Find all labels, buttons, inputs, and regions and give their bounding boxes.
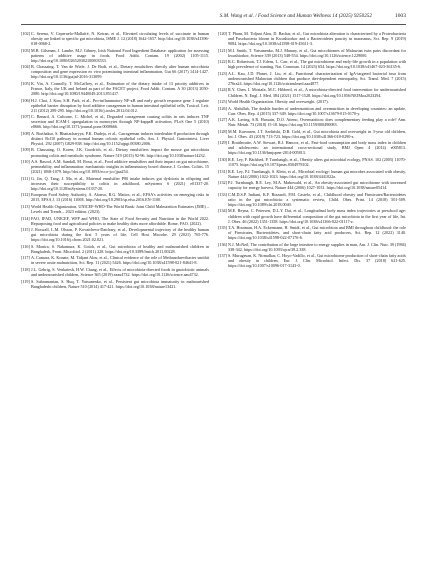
reference-text: I. Braithwaite, A.W. Stewart, R.J. Hancox, et al., Fast-food consumption and body mass index in children and adolescents: an international cross-sectional study, BMJ Open 4 (2014) e005813. https://doi.org/10.1136/bmjopen-2014-005813. (228, 140, 406, 156)
reference-number: [106] (21, 97, 30, 103)
reference-column-right (218, 31, 406, 290)
reference-text: C. Serena, V. Ceperuelo-Mallafré, N. Keiran, et al., Elevated circulating levels of succinate in human obesity are linked to specific gut microbiota, ISME J. 12 (2018) 1642-1657. http://doi.org/10.1038/s41396-018-0068-2. (31, 31, 209, 47)
reference-number: [131] (218, 168, 227, 174)
reference-text: M.B. Gilsenan, J. Lambe, M.J. Gibney, Irish National Food Ingredient Database: application for assessing patterns of additive usage in foods, Food Addit. Contam. 19 (2002) 1105-1115. http://doi.org/10.1080/026520302100003533. (31, 47, 209, 63)
reference-text: S. Murugesan, K. Nirmalkar, C. Hoyo-Vadillo, et al., Gut microbiome production of short-chain fatty acids and obesity in children, Eur. J. Clin. Microbiol. Infect. Dis. 37 (2018) 621-625. https://doi.org/10.1007/s10096-017-3143-0. (228, 253, 406, 269)
reference-item (218, 117, 406, 127)
reference-item (21, 192, 209, 202)
reference-item (21, 98, 209, 113)
reference-item (21, 64, 209, 79)
page-header (21, 12, 406, 25)
reference-item (218, 192, 406, 207)
reference-number: [133] (218, 191, 227, 197)
reference-number: [136] (218, 241, 227, 247)
reference-text: A. Camara, K. Konate, M. Tidjani Alou, et al., Clinical evidence of the role of Methanobrevibacter smithii in severe acute malnutrition, Sci. Rep. 11 (2021) 5426. https://doi.org/10.1038/s41598-021-84641-8. (31, 255, 209, 266)
reference-item (21, 227, 209, 242)
reference-item (218, 157, 406, 167)
reference-item (218, 140, 406, 155)
reference-number: [111] (21, 175, 30, 181)
reference-text: J.L. Gehrig, S. Venkatesh, H.W. Chang, et al., Effects of microbiota-directed foods in gnotobiotic animals and undernourished children, Science 365 (2019) eaau4732. https://doi.org/10.1126/science.aau4732. (31, 266, 209, 278)
reference-item (21, 279, 209, 289)
reference-item (218, 59, 406, 69)
reference-text: R.E. Ley, P.J. Turnbaugh, S. Klein, et al., Microbial ecology: human gut microbes associated with obesity, Nature 444 (2006) 1022-1023. https://doi.org/10.1038/4441022a. (228, 168, 406, 179)
reference-column-left (21, 31, 209, 290)
reference-item (21, 114, 209, 129)
reference-number: [105] (21, 80, 30, 86)
page-number: 1603 (394, 13, 406, 19)
reference-number: [116] (21, 243, 30, 249)
reference-text: A.L. Kau, J.D. Planer, J. Liu, et al., Functional characterization of IgA-targeted bacterial taxa from undernourished Malawian children that produce diet-dependent enteropathy, Sci. Transl. Med. 7 (2015) 276ra24. https://doi.org/10.1126/scitranslmed.aaa4877. (228, 70, 406, 86)
reference-item (218, 99, 406, 104)
reference-columns (21, 31, 406, 290)
reference-text: P.J. Turnbaugh, R.E. Ley, M.A. Mahowald, et al., An obesity-associated gut microbiome with increased capacity for energy harvest, Nature 444 (2006) 1027-1031. https://doi.org/10.1038/nature05414. (228, 180, 406, 191)
reference-text: J. Roswall, L.M. Olsson, P. Kovatcheva-Datchary, et al., Developmental trajectory of the healthy human gut microbiota during the first 5 years of life, Cell Host Microbe. 29 (2021) 765-776. https://doi.org/10.1016/j.chom.2021.02.021. (31, 227, 209, 243)
reference-number: [109] (21, 147, 30, 153)
reference-number: [126] (218, 105, 227, 111)
reference-item (218, 208, 406, 223)
reference-item (21, 216, 209, 226)
reference-text: G. Jin, Q. Tang, J. Ma, et al., Maternal emulsifier P80 intake induces gut dysbiosis in offspring and increases their susceptibility to colitis in adulthood, mSystems 6 (2021) e01337-20. http://doi.org/10.1128/mSystems.01337-20. (31, 175, 209, 191)
reference-number: [103] (21, 47, 30, 53)
reference-item (218, 71, 406, 86)
reference-number: [102] (21, 31, 30, 36)
reference-number: [121] (218, 47, 227, 53)
reference-number: [113] (21, 203, 30, 209)
reference-text: R.C. Robertson, T.J. Edens, L. Carr, et al., The gut microbiome and early-life growth in a population with high prevalence of stunting, Nat. Commun. 14 (2023) 654. https://doi.org/10.1038/s41467-023-36135-6. (228, 59, 406, 70)
reference-text: H.J. Chai, J. Kim, S.H. Park, et al., Pro-inflammatory NF-κB and early growth response gene 1 regulate epithelial barrier disruption by food additive carrageenan in human intestinal epithelial cells, Toxicol. Lett. 211 (2012) 289-295. http://doi.org/10.1016/j.toxlet.2012.04.012. (31, 97, 209, 113)
reference-item (218, 106, 406, 116)
reference-number: [128] (218, 128, 227, 134)
reference-number: [119] (21, 278, 30, 284)
reference-text: FAO, IFAD, UNICEF, WFP and WHO, The State of Food Security and Nutrition in the World 2022. Repurposing food and agricultural policies to make healthy diets more affordable. Rome, FAO. (2022). (31, 215, 209, 226)
reference-item (218, 253, 406, 268)
reference-number: [112] (21, 192, 30, 198)
reference-item (21, 48, 209, 63)
reference-number: [107] (21, 114, 30, 120)
reference-text: N.J. McNeil, The contribution of the large intestine to energy supplies in man, Am. J. Clin. Nutr. 39 (1984) 338-342. https://doi.org/10.1093/ajcn/39.2.338. (228, 241, 406, 252)
reference-text: World Health Organization, UNICEF-WHO-The World Bank: Joint Child Malnutrition Estimates (JME) – Levels and Trends – 2023 edition. (2023). (31, 203, 209, 214)
reference-text: S. Subramanian, S. Huq, T. Yatsunenko, et al., Persistent gut microbiota immaturity in malnourished Bangladeshi children, Nature 510 (2014) 417-421. https://doi.org/10.1038/nature13421. (31, 278, 209, 289)
reference-item (21, 131, 209, 146)
reference-text: C. Benard, A. Cultrone, C. Michel, et al., Degraded carrageenan causing colitis in rats induces TNF secretion and ICAM-1 upregulation in monocytes through NF-kappaB activation, PLoS One 5 (2010) e8666. http://doi.org/10.1371/journal.pone.0008666. (31, 114, 209, 130)
running-title: S.M. Wang et al. / Food Science and Human Wellness 14 (2025) 9250252 (219, 13, 372, 19)
reference-item (218, 87, 406, 97)
reference-number: [108] (21, 130, 30, 136)
reference-item (218, 180, 406, 190)
reference-number: [130] (218, 157, 227, 163)
reference-number: [115] (21, 227, 30, 233)
reference-text: T.A. Houtman, H.A. Eckermann, H. Smidt, et al., Gut microbiota and BMI throughout childhood: the role of Firmicutes, Bacteroidetes, and short-chain fatty acid producers, Sci. Rep. 12 (2022) 3140. https://doi.org/10.1038/s41598-022-07176-6. (228, 225, 406, 241)
reference-text: R.E. Ley, F. Bäckhed, P. Turnbaugh, et al., Obesity alters gut microbial ecology, PNAS. 102 (2005) 11070-11075. https://doi.org/10.1073/pnas.0504978102. (228, 157, 406, 168)
reference-item (218, 225, 406, 240)
reference-number: [123] (218, 70, 227, 76)
reference-item (21, 255, 209, 265)
reference-number: [135] (218, 225, 227, 231)
reference-text: R.Y. Chen, I. Mostafa, M.C. Hibberd, et al., A microbiota-directed food intervention for undernourished Children, N. Engl. J. Med. 384 (2021) 1517-1528. https://doi.org/10.1056/NEJMoa2023294. (228, 87, 406, 98)
reference-item (21, 147, 209, 157)
reference-text: M.E. Reyna, C. Petersen, D.L.Y. Dai, et al., Longitudinal body mass index trajectories at preschool age: children with rapid growth have differential composition of the gut microbiota in the first year of life, Int. J. Obes. 46 (2022) 1351-1358. https://doi.org/10.1038/s41366-022-01117-z. (228, 208, 406, 224)
reference-item (218, 242, 406, 252)
reference-number: [127] (218, 117, 227, 123)
reference-text: A.K. Laving, S.R. Hussain, D.O. Atieno, Overnutrition: does complementary feeding play a role? Ann. Nutr. Metab. 73 (2018) 15-18. https://doi.org/10.1159/000490083. (228, 117, 406, 128)
reference-number: [110] (21, 159, 30, 165)
reference-text: M.I. Smith, T. Yatsunenko, M.J. Manary, et al., Gut microbiomes of Malawian twin pairs discordant for kwashiorkor, Science 339 (2013) 548-554. https://doi.org/10.1126/science.1229000. (228, 47, 406, 58)
reference-item (21, 81, 209, 96)
reference-number: [129] (218, 140, 227, 146)
reference-item (21, 204, 209, 214)
reference-text: B. Chassaing, T. Van de Wiele, J. De Bodt, et al., Dietary emulsifiers directly alter human microbiota composition and gene expression ex vivo potentiating intestinal inflammation, Gut 66 (2017) 1414-1427. http://doi.org/10.1136/gutjnl-2016-313099. (31, 64, 209, 80)
reference-text: European Food Safety Authority, A. Afonso, R.G. Mattos, et al., EFSA's activities on emerging risks in 2015, EFSA J. 13 (2016) 1100E. http://doi.org/10.2903/sp.efsa.2016.EN-1100. (31, 192, 209, 203)
reference-item (218, 169, 406, 179)
reference-number: [117] (21, 255, 30, 261)
reference-number: [134] (218, 208, 227, 214)
reference-item (218, 31, 406, 46)
reference-item (21, 31, 209, 46)
reference-text: World Health Organization. Obesity and overweight. (2017). (228, 99, 329, 105)
reference-number: [118] (21, 266, 30, 272)
reference-text: A. Abdullah, The double burden of undernutrition and overnutrition in developing countries: an update, Curr. Obes. Rep. 4 (2015) 337-349. https://doi.org/10.1007/s13679-015-0170-y. (228, 105, 406, 116)
reference-item (21, 267, 209, 277)
reference-text: A. Borthakur, S. Bhattacharyya, P.K. Dudeja, et al., Carrageenan induces interleukin-8 production through distinct Bcl10 pathway in normal human colonic epithelial cells, Am. J. Physiol. Gastrointest. Liver Physiol. 292 (2007) G829-838. http://doi.org/10.1152/ajpgi.00380.2006. (31, 130, 209, 146)
reference-number: [124] (218, 87, 227, 93)
reference-number: [122] (218, 59, 227, 65)
reference-number: [104] (21, 64, 30, 70)
reference-text: A.S. Rasool, A.M. Sandall, M. Rossi, et al., Food additive emulsifiers and their impact on gut microbiome, permeability, and inflammation: mechanistic insights in inflammatory bowel disease, J. Crohns. Colitis. 15 (2021) 1068-1079. http://doi.org/10.1093/ecco-jcc/jjaa254. (31, 159, 209, 175)
reference-number: [125] (218, 99, 227, 105)
reference-item (218, 48, 406, 58)
reference-text: M.M. Karvonen, J.T. Szeliński, D.R. Gold, et al., Gut microbiota and overweight in 3-year old children, Int. J. Obes. 43 (2019) 713-723. https://doi.org/10.1038/s41366-018-0290-z. (228, 128, 406, 139)
reference-number: [120] (218, 31, 227, 36)
reference-text: C.M.D.S.P. Indiani, K.F. Rizzardi, P.M. Castelo, et al., Childhood obesity and Firmicutes/Bacteroidetes ratio in the gut microbiota: a systematic review, Child. Obes. Print. 14 (2018) 501-509. https://doi.org/10.1089/chi.2018.0040. (228, 191, 406, 207)
reference-text: S. Monira, S. Nakamura, K. Gotoh, et al., Gut microbiota of healthy and malnourished children in Bangladesh, Front. Microbiol. 2 (2011) 228. https://doi.org/10.3389/fmicb.2011.00228. (31, 243, 209, 254)
reference-text: T. Pham, M. Tidjani Alou, D. Bachar, et al., Gut microbiota alteration is characterized by a Proteobacteria and Fusobacteria bloom in Kwashiorkor and a Bacteroidetes paucity in marasmus, Sci. Rep. 9 (2019) 9084. https://doi.org/10.1038/s41598-019-45611-3. (228, 31, 406, 47)
reference-number: [114] (21, 215, 30, 221)
reference-item (218, 129, 406, 139)
reference-number: [137] (218, 253, 227, 259)
reference-item (21, 244, 209, 254)
reference-item (21, 159, 209, 174)
reference-text: B. Chassaing, O. Koren, J.K. Goodrich, et al., Dietary emulsifiers impact the mouse gut microbiota promoting colitis and metabolic syndrome, Nature 519 (2015) 92-96. http://doi.org/10.1038/nature14232. (31, 147, 209, 158)
reference-number: [132] (218, 180, 227, 186)
reference-item (21, 176, 209, 191)
reference-text: K. Vin, A. Connolly, T. McCaffrey, et al., Estimation of the dietary intake of 13 priority additives in France, Italy, the UK and Ireland as part of the FACET project, Food Addit. Contam. A 30 (2013) 2050-2080. http://doi.org/10.1080/19440049.2013.851417. (31, 80, 209, 97)
